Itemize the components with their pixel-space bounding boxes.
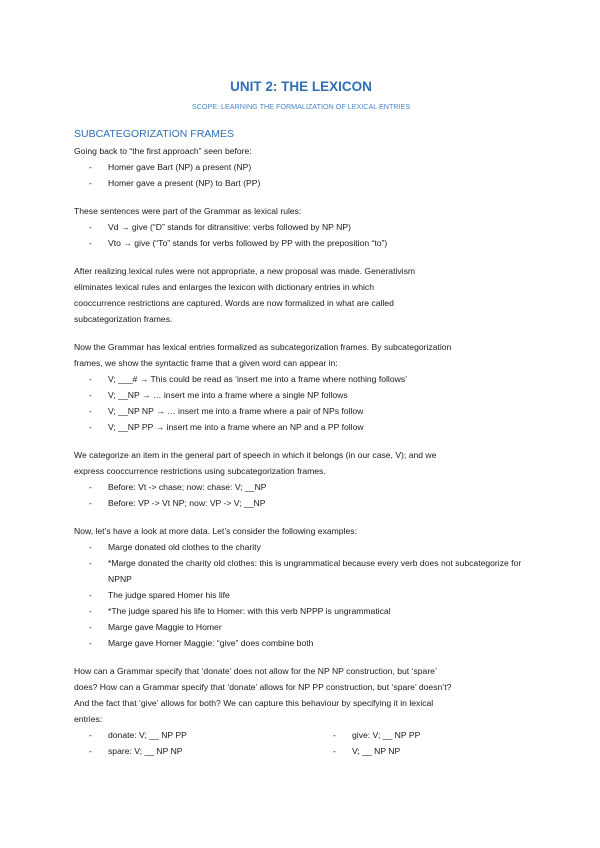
list-item: - donate: V; __ NP PP bbox=[74, 727, 318, 743]
examples-list bbox=[74, 539, 528, 651]
list-item: - V; __NP NP → … insert me into a frame where a pair of NPs follow bbox=[74, 403, 528, 419]
intro-text: Going back to “the first approach” seen before: bbox=[74, 146, 252, 156]
page-subtitle: SCOPE: LEARNING THE FORMALIZATION OF LEXICAL ENTRIES bbox=[191, 102, 411, 111]
before-list bbox=[74, 479, 528, 511]
paragraph-line: cooccurrence restrictions are captured. Words are now formalized in what are called bbox=[74, 298, 394, 308]
paragraph-line: entries: bbox=[74, 714, 103, 724]
paragraph-line: express cooccurrence restrictions using subcategorization frames. bbox=[74, 466, 326, 476]
list-item: - Homer gave a present (NP) to Bart (PP) bbox=[74, 175, 528, 191]
entries-right-list bbox=[318, 727, 528, 759]
list-item: - V; __NP PP → insert me into a frame where an NP and a PP follow bbox=[74, 419, 528, 435]
list-item: - give: V; __ NP PP bbox=[318, 727, 528, 743]
list-item: - Before: Vt -> chase; now: chase: V; __NP bbox=[74, 479, 528, 495]
lexical-rules-intro: These sentences were part of the Grammar as lexical rules: bbox=[74, 206, 302, 216]
list-item: - Marge gave Maggie to Homer bbox=[74, 619, 528, 635]
paragraph-line: After realizing lexical rules were not appropriate, a new proposal was made. Generativism bbox=[74, 266, 416, 276]
list-item: - *Marge donated the charity old clothes: this is ungrammatical because every verb does not subcategorize for NPNP bbox=[74, 555, 528, 587]
page-title: UNIT 2: THE LEXICON bbox=[230, 79, 372, 94]
list-item: - *The judge spared his life to Homer: with this verb NPPP is ungrammatical bbox=[74, 603, 528, 619]
list-item: - V; ___# → This could be read as ‘insert me into a frame where nothing follows’ bbox=[74, 371, 528, 387]
paragraph-line: Now, let’s have a look at more data. Let’s consider the following examples: bbox=[74, 526, 357, 536]
lexical-entries bbox=[74, 727, 528, 759]
list-item: - Vto → give (“To” stands for verbs followed by PP with the preposition “to”) bbox=[74, 235, 528, 251]
list-item: - Marge donated old clothes to the charity bbox=[74, 539, 528, 555]
paragraph-line: We categorize an item in the general part of speech in which it belongs (in our case, V); and we bbox=[74, 450, 437, 460]
paragraph-line: Now the Grammar has lexical entries formalized as subcategorization frames. By subcategorization bbox=[74, 342, 452, 352]
lexical-rules-list bbox=[74, 219, 528, 251]
section-heading: SUBCATEGORIZATION FRAMES bbox=[74, 128, 235, 140]
paragraph-line: frames, we show the syntactic frame that a given word can appear in: bbox=[74, 358, 338, 368]
document-page bbox=[74, 70, 528, 759]
intro-list bbox=[74, 159, 528, 191]
list-item: - Marge gave Homer Maggie: “give” does combine both bbox=[74, 635, 528, 651]
list-item: - Vd → give (“D” stands for ditransitive: verbs followed by NP NP) bbox=[74, 219, 528, 235]
paragraph-line: eliminates lexical rules and enlarges the lexicon with dictionary entries in which bbox=[74, 282, 374, 292]
list-item: - Before: VP -> Vt NP; now: VP -> V; __NP bbox=[74, 495, 528, 511]
paragraph-line: How can a Grammar specify that ‘donate’ does not allow for the NP NP construction, but ‘spare’ bbox=[74, 666, 437, 676]
paragraph-line: subcategorization frames. bbox=[74, 314, 173, 324]
list-item: - V; __ NP NP bbox=[318, 743, 528, 759]
list-item: - spare: V; __ NP NP bbox=[74, 743, 318, 759]
list-item: - V; __NP → … insert me into a frame where a single NP follows bbox=[74, 387, 528, 403]
paragraph-line: does? How can a Grammar specify that ‘donate’ allows for NP PP construction, but ‘spare’ doesn’t? bbox=[74, 682, 452, 692]
frames-list bbox=[74, 371, 528, 435]
paragraph-line: And the fact that ‘give’ allows for both? We can capture this behaviour by specifying it in lexical bbox=[74, 698, 434, 708]
entries-left-list bbox=[74, 727, 318, 759]
list-item: - Homer gave Bart (NP) a present (NP) bbox=[74, 159, 528, 175]
list-item: - The judge spared Homer his life bbox=[74, 587, 528, 603]
